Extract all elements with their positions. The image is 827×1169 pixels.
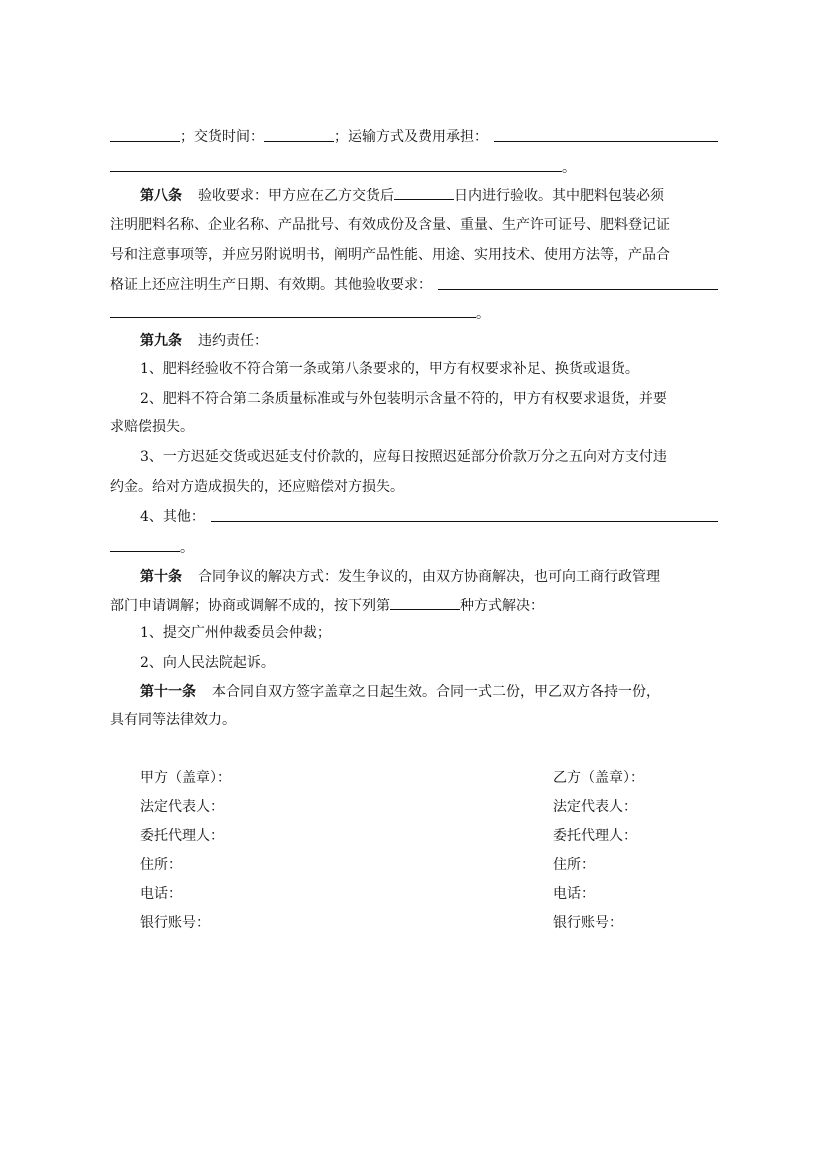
article-9-lead: 违约责任： xyxy=(198,333,268,349)
article-11-lead: 本合同自双方签字盖章之日起生效。合同一式二份，甲乙双方各持一份， xyxy=(212,684,660,700)
party-b-name: 乙方（盖章）： xyxy=(553,770,644,786)
party-a-name: 甲方（盖章）： xyxy=(140,770,231,786)
blank-field xyxy=(494,126,718,142)
delivery-time-label: ；交货时间： xyxy=(180,129,264,145)
party-a-bank: 银行账号： xyxy=(140,915,210,931)
article-10-option-2: 2、向人民法院起诉。 xyxy=(140,655,275,671)
article-9-item-1: 1、肥料经验收不符合第一条或第八条要求的，甲方有权要求补足、换货或退货。 xyxy=(140,361,639,377)
article-9-heading xyxy=(140,330,718,352)
delivery-line xyxy=(110,126,718,148)
article-9-item-2: 2、肥料不符合第二条质量标准或与外包装明示含量不符的，甲方有权要求退货，并要 xyxy=(140,391,667,407)
article-10-line-2 xyxy=(110,594,718,616)
blank-field xyxy=(110,536,180,552)
party-b-bank: 银行账号： xyxy=(553,915,623,931)
article-8-lead: 验收要求：甲方应在乙方交货后 xyxy=(198,188,394,204)
blank-field xyxy=(394,184,454,200)
party-a-phone: 电话： xyxy=(140,886,182,902)
article-9-item-2-cont: 求赔偿损失。 xyxy=(110,419,194,435)
article-10-option-1: 1、提交广州仲裁委员会仲裁； xyxy=(140,625,331,641)
article-10-lead: 合同争议的解决方式：发生争议的，由双方协商解决，也可向工商行政管理 xyxy=(198,569,660,585)
other-acceptance-label: 格证上还应注明生产日期、有效期。其他验收要求： xyxy=(110,277,432,293)
transport-continuation xyxy=(110,156,718,178)
period: 。 xyxy=(562,160,576,176)
party-b-addr: 住所： xyxy=(553,857,595,873)
article-10-l2a: 部门申请调解；协商或调解不成的，按下列第 xyxy=(110,598,390,614)
article-9-item-3-cont: 约金。给对方造成损失的，还应赔偿对方损失。 xyxy=(110,479,404,495)
period: 。 xyxy=(476,306,490,322)
party-a-addr: 住所： xyxy=(140,857,182,873)
blank-field xyxy=(110,302,476,318)
party-a-rep: 法定代表人： xyxy=(140,799,224,815)
article-9-item-3: 3、一方迟延交货或迟延支付价款的，应每日按照迟延部分价款万分之五向对方支付违 xyxy=(140,449,667,465)
article-8-lead2: 日内进行验收。其中肥料包装必须 xyxy=(454,188,664,204)
blank-field xyxy=(438,274,718,290)
blank-field xyxy=(110,156,562,172)
article-8-heading xyxy=(140,184,718,206)
blank-field xyxy=(390,594,460,610)
period: 。 xyxy=(180,540,194,556)
article-10-heading xyxy=(140,566,718,588)
blank-field xyxy=(211,506,718,522)
article-9-item-4 xyxy=(140,506,718,528)
article-8-line-3: 号和注意事项等，并应另附说明书，阐明产品性能、用途、实用技术、使用方法等，产品合 xyxy=(110,247,670,263)
blank-field xyxy=(264,126,334,142)
article-11-title: 第十一条 xyxy=(140,684,196,700)
article-8-line-4 xyxy=(110,274,718,296)
blank-field xyxy=(110,126,180,142)
article-8-title: 第八条 xyxy=(140,188,182,204)
article-10-title: 第十条 xyxy=(140,569,182,585)
party-a-agent: 委托代理人： xyxy=(140,828,224,844)
article-10-l2b: 种方式解决： xyxy=(460,598,544,614)
article-9-title: 第九条 xyxy=(140,333,182,349)
article-8-continuation xyxy=(110,302,718,324)
transport-label: ；运输方式及费用承担： xyxy=(334,129,488,145)
other-label: 4、其他： xyxy=(140,509,205,525)
article-11-line-2: 具有同等法律效力。 xyxy=(110,712,236,728)
party-b-agent: 委托代理人： xyxy=(553,828,637,844)
article-9-item-4-cont xyxy=(110,536,718,558)
article-11-heading xyxy=(140,681,718,703)
article-8-line-2: 注明肥料名称、企业名称、产品批号、有效成份及含量、重量、生产许可证号、肥料登记证 xyxy=(110,217,670,233)
party-b-rep: 法定代表人： xyxy=(553,799,637,815)
party-b-phone: 电话： xyxy=(553,886,595,902)
